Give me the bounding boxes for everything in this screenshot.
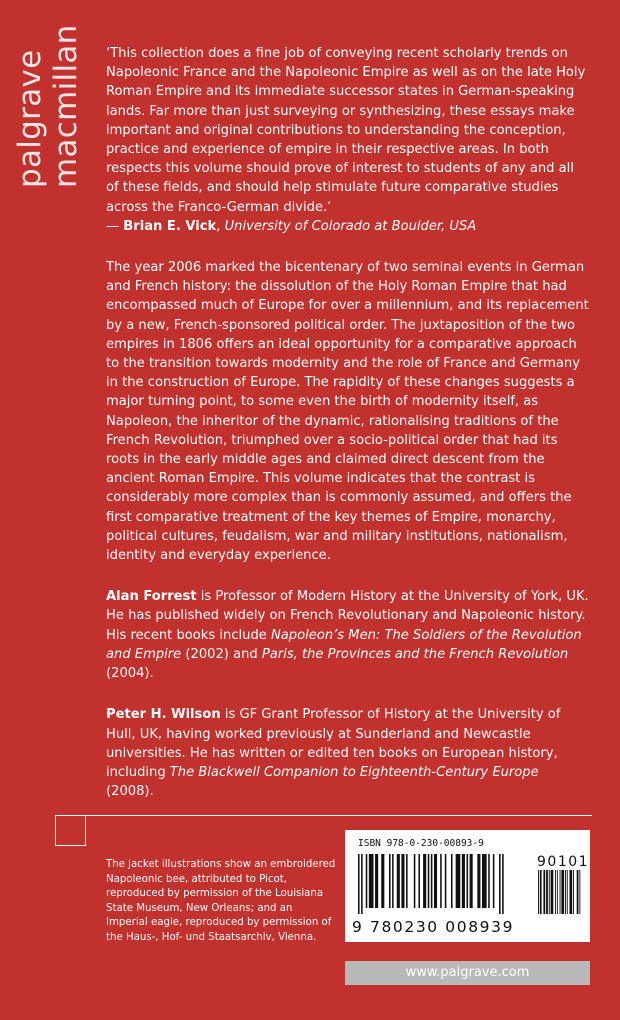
logo-word-palgrave: palgrave <box>12 49 48 188</box>
divider-line <box>86 815 592 816</box>
bio-text: is Professor of Modern History at the University of York, UK. He has published widely on French Revolutionary and Napoleonic history. His recent books include <box>106 589 589 643</box>
bio-text: (2008). <box>106 784 154 800</box>
author-name: Alan Forrest <box>106 589 197 605</box>
price-addon-number: 90101 <box>537 854 590 870</box>
ean-number: 9 780230 008939 <box>352 918 515 936</box>
bio-text: is GF Grant Professor of History at the University of Hull, UK, having worked previously at Sunderland and Newcastle universities. He has written or edited ten books on European history, including <box>106 707 561 780</box>
isbn-barcode <box>345 830 590 942</box>
review-quote: ‘This collection does a fine job of conveying recent scholarly trends on Napoleonic France and the Napoleonic Empire as well as on the late Holy Roman Empire and its immediate successor states in German-speaking lands. Far more than just surveying or synthesizing, these essays make important and original contributions to understanding the conception, practice and experience of empire in their respective areas. In both respects this volume should prove of interest to students of any and all of these fields, and should help stimulate future comparative studies across the Franco-German divide.’ <box>106 46 586 215</box>
logo-word-macmillan: macmillan <box>48 24 84 188</box>
decorative-square <box>55 815 86 846</box>
publisher-website[interactable]: www.palgrave.com <box>345 961 590 985</box>
author-name: Peter H. Wilson <box>106 707 221 723</box>
quote-author: Brian E. Vick <box>123 218 217 234</box>
cover-text <box>106 44 590 801</box>
barcode-bars-icon <box>358 854 530 914</box>
quote-attribution: — Brian E. Vick, University of Colorado at Boulder, USA <box>106 218 477 234</box>
isbn-label: ISBN 978-0-230-00893-9 <box>358 838 484 849</box>
attribution-dash: — <box>106 218 124 234</box>
book-title: The Blackwell Companion to Eighteenth-Century Europe <box>169 764 539 780</box>
author-bio-wilson <box>106 705 590 801</box>
book-title: Napoleon’s Men: The Soldiers of the Revolution and Empire <box>106 627 582 662</box>
publisher-logo <box>12 24 92 188</box>
book-description: The year 2006 marked the bicentenary of two seminal events in German and French history: the dissolution of the Holy Roman Empire that had encompassed much of Europe for over a millennium, and its replacement by a new, French-sponsored political order. The juxtaposition of the two empires in 1806 offers an ideal opportunity for a comparative approach to the transition towards modernity and the role of France and Germany in the construction of Europe. The rapidity of these changes suggests a major turning point, to some even the birth of modernity itself, as Napoleon, the inheritor of the dynamic, rationalising traditions of the French Revolution, triumphed over a socio-political order that had its roots in the early middle ages and claimed direct descent from the ancient Roman Empire. This volume indicates that the contrast is considerably more complex than is commonly assumed, and offers the first comparative treatment of the key themes of Empire, monarchy, political cultures, feudalism, war and military institutions, nationalism, identity and everyday experience. <box>106 260 589 564</box>
bio-text: (2002) and <box>181 646 262 662</box>
jacket-illustration-credit: The jacket illustrations show an embroidered Napoleonic bee, attributed to Picot, reproduced by permission of the Louisiana State Museum, New Orleans; and an Imperial eagle, reproduced by permission of the Haus-, Hof- und Staatsarchiv, Vienna. <box>106 859 336 943</box>
bio-text: (2004). <box>106 666 154 682</box>
book-title: Paris, the Provinces and the French Revolution <box>261 646 569 662</box>
author-bio-forrest <box>106 587 590 683</box>
quote-affiliation: University of Colorado at Boulder, USA <box>224 218 477 234</box>
addon-barcode-bars-icon <box>538 870 582 914</box>
